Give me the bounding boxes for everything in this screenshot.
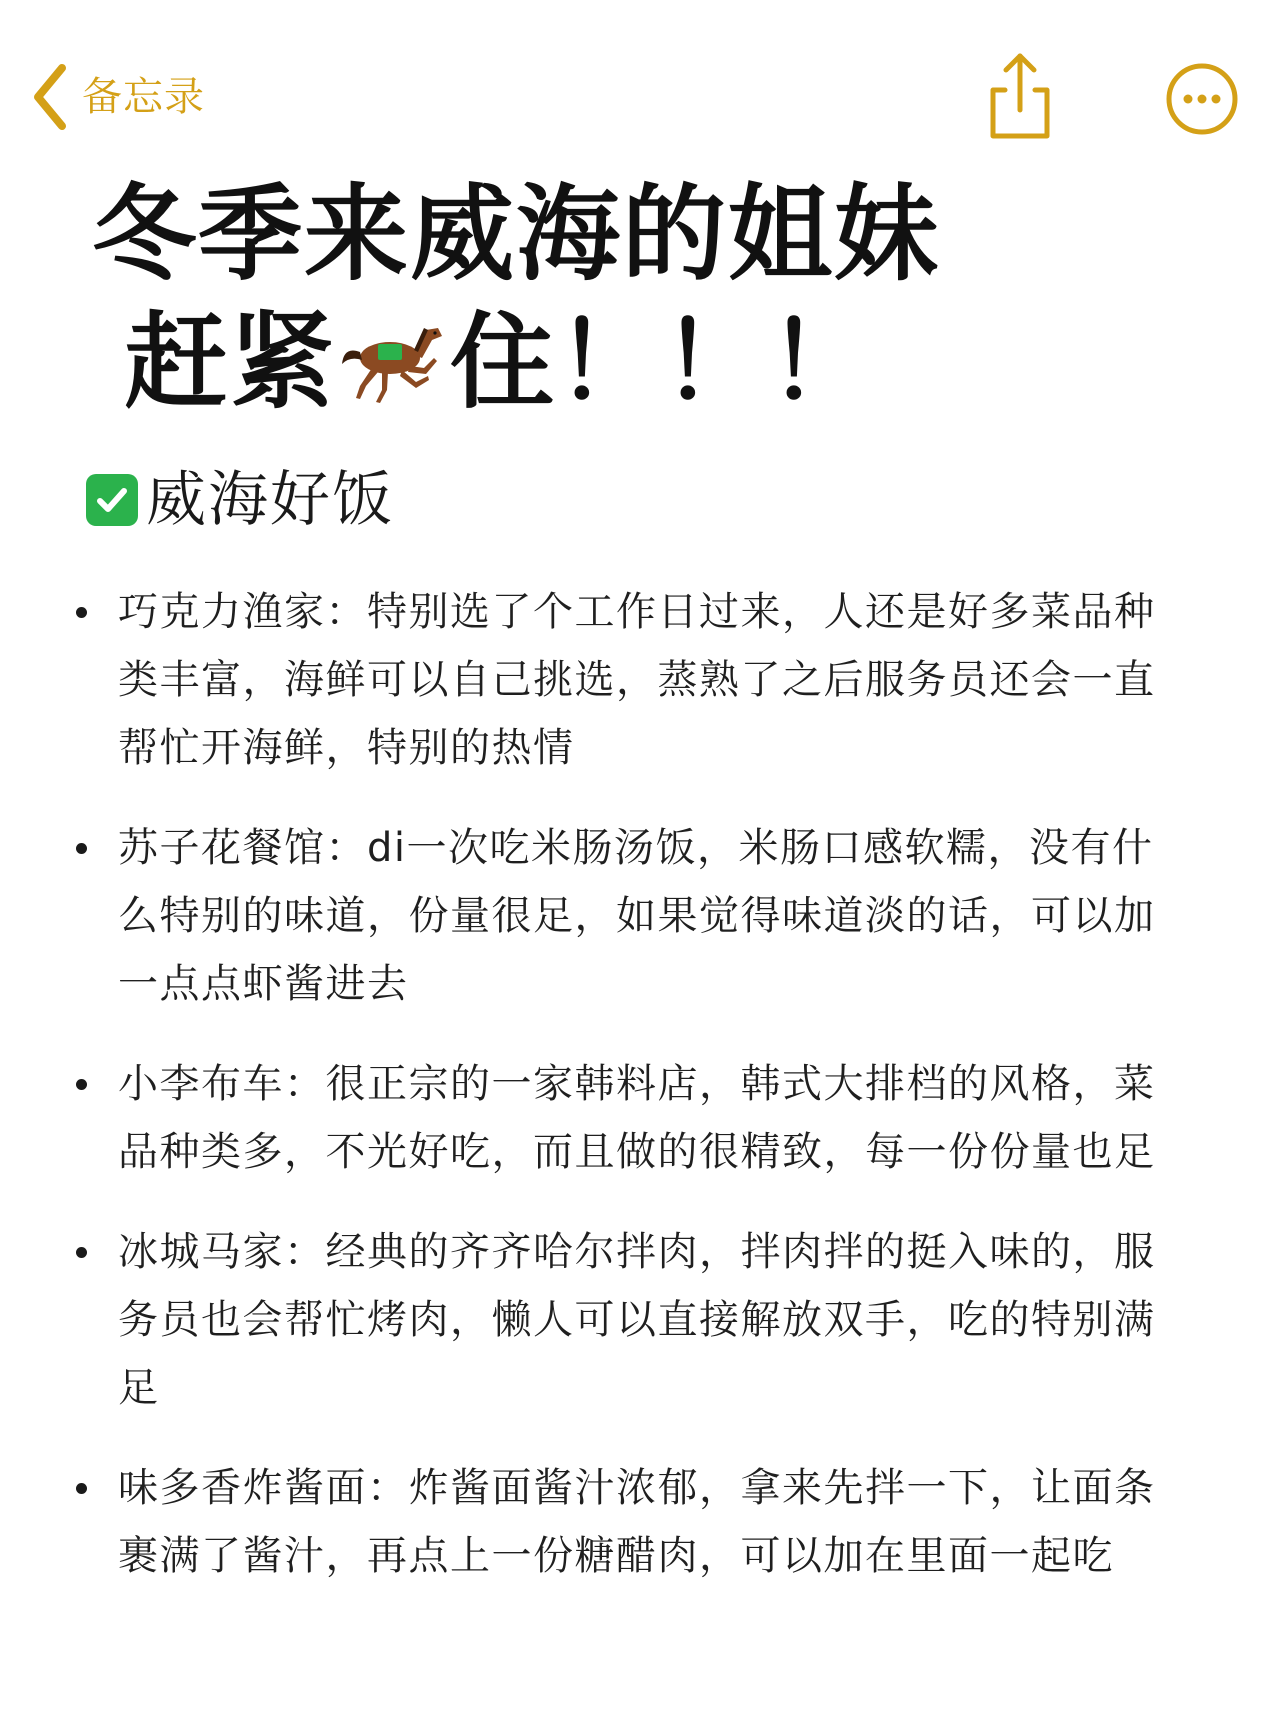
title-line-2 <box>92 298 1192 426</box>
bullet-icon <box>76 607 87 618</box>
bullet-icon <box>76 843 87 854</box>
list-item <box>70 1454 1190 1590</box>
title-line-2-end: 住！！！ <box>450 300 875 423</box>
list-item-text: 小李布车：很正宗的一家韩料店，韩式大排档的风格，菜品种类多，不光好吃，而且做的很精致，每一份份量也足 <box>118 1061 1156 1175</box>
share-button[interactable] <box>985 50 1055 142</box>
chevron-left-icon <box>30 62 70 132</box>
green-check-icon <box>86 474 138 526</box>
back-label: 备忘录 <box>82 74 205 120</box>
list-item-text: 冰城马家：经典的齐齐哈尔拌肉，拌肉拌的挺入味的，服务员也会帮忙烤肉，懒人可以直接解放双手，吃的特别满足 <box>118 1229 1156 1411</box>
bullet-icon <box>76 1483 87 1494</box>
share-icon <box>985 50 1055 142</box>
ellipsis-circle-icon <box>1165 62 1239 136</box>
bullet-icon <box>76 1079 87 1090</box>
list-item <box>70 578 1190 782</box>
back-button[interactable] <box>30 62 205 132</box>
bullet-icon <box>76 1247 87 1258</box>
more-options-button[interactable] <box>1165 62 1239 136</box>
list-item <box>70 1218 1190 1422</box>
horse-emoji-icon <box>338 306 448 406</box>
list-item-text: 巧克力渔家：特别选了个工作日过来，人还是好多菜品种类丰富，海鲜可以自己挑选，蒸熟了之后服务员还会一直帮忙开海鲜，特别的热情 <box>118 589 1156 771</box>
navigation-bar <box>0 0 1280 190</box>
list-item <box>70 1050 1190 1186</box>
list-item-text: 味多香炸酱面：炸酱面酱汁浓郁，拿来先拌一下，让面条裹满了酱汁，再点上一份糖醋肉，可以加在里面一起吃 <box>118 1465 1156 1579</box>
section-heading: 威海好饭 <box>146 465 394 535</box>
restaurant-list <box>70 578 1190 1622</box>
note-title <box>92 170 1192 426</box>
list-item <box>70 814 1190 1018</box>
title-line-1: 冬季来威海的姐妹 <box>92 172 941 295</box>
list-item-text: 苏子花餐馆：di一次吃米肠汤饭，米肠口感软糯，没有什么特别的味道，份量很足，如果觉得味道淡的话，可以加一点点虾酱进去 <box>118 825 1156 1007</box>
title-line-2-start: 赶紧 <box>124 300 337 423</box>
section-header <box>86 465 394 535</box>
